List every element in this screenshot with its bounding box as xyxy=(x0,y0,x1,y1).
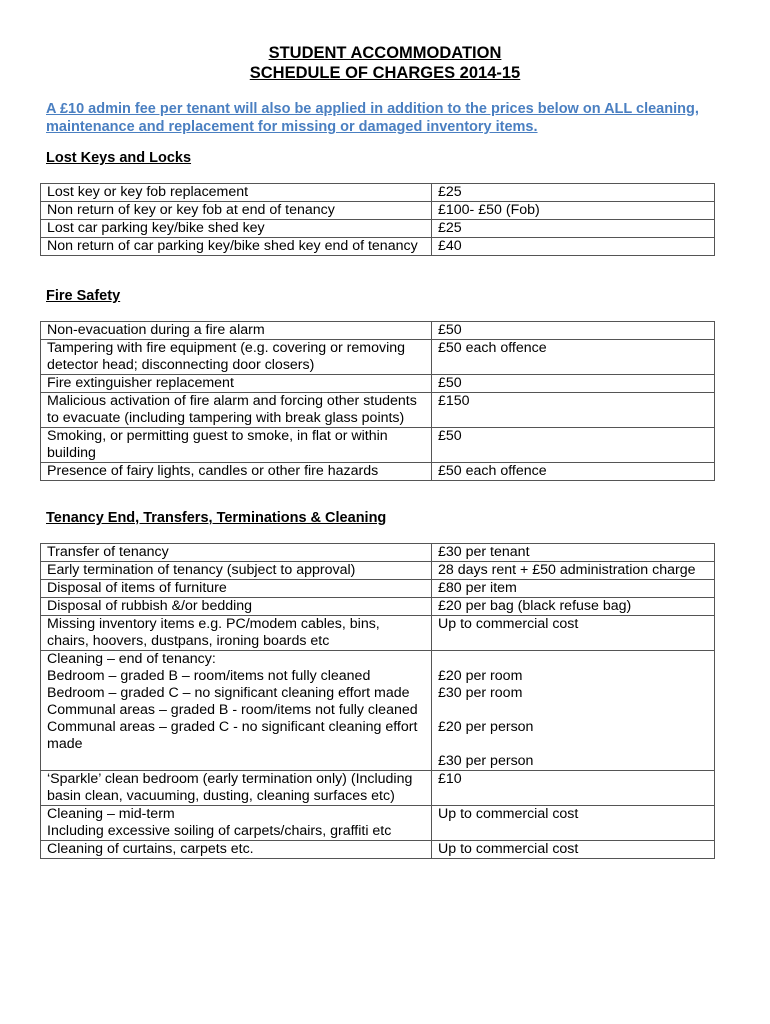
table-row xyxy=(41,806,715,841)
charge-item-line: Bedroom – graded B – room/items not fully cleaned xyxy=(47,668,371,684)
charge-item-line: Cleaning – mid-term xyxy=(47,806,175,822)
admin-fee-notice: A £10 admin fee per tenant will also be applied in addition to the prices below on ALL cleaning, maintenance and replacement for missing or damaged inventory items. xyxy=(46,101,699,135)
charge-item: Disposal of rubbish &/or bedding xyxy=(41,598,432,616)
tenancy-end-table xyxy=(40,543,715,859)
document-subtitle: SCHEDULE OF CHARGES 2014-15 xyxy=(249,64,521,82)
charge-item: Cleaning of curtains, carpets etc. xyxy=(41,841,432,859)
charge-item-group xyxy=(41,806,432,841)
charge-amount: £25 xyxy=(432,184,715,202)
charge-item: Disposal of items of furniture xyxy=(41,580,432,598)
charge-amount: £10 xyxy=(432,771,715,806)
charge-amount-line: Up to commercial cost xyxy=(438,806,579,822)
charge-amount-group xyxy=(432,651,715,771)
charge-item-line: Cleaning – end of tenancy: xyxy=(47,651,216,667)
table-row xyxy=(41,562,715,580)
table-row xyxy=(41,340,715,375)
charge-item-group xyxy=(41,651,432,771)
table-row xyxy=(41,544,715,562)
charge-amount: £100- £50 (Fob) xyxy=(432,202,715,220)
table-row xyxy=(41,375,715,393)
charge-amount: £150 xyxy=(432,393,715,428)
charge-item: Non return of car parking key/bike shed key end of tenancy xyxy=(41,238,432,256)
table-row xyxy=(41,220,715,238)
charge-amount-line: £30 per person xyxy=(438,753,534,769)
charge-item: Lost car parking key/bike shed key xyxy=(41,220,432,238)
charge-item-line: Communal areas – graded B - room/items not fully cleaned xyxy=(47,702,418,718)
charge-amount: £50 each offence xyxy=(432,463,715,481)
charge-item: Early termination of tenancy (subject to approval) xyxy=(41,562,432,580)
section-heading-lost-keys: Lost Keys and Locks xyxy=(46,150,192,166)
table-row xyxy=(41,463,715,481)
charge-amount: 28 days rent + £50 administration charge xyxy=(432,562,715,580)
charge-item: Missing inventory items e.g. PC/modem cables, bins, chairs, hoovers, dustpans, ironing boards etc xyxy=(41,616,432,651)
charge-amount: Up to commercial cost xyxy=(432,841,715,859)
charge-amount: £40 xyxy=(432,238,715,256)
table-row xyxy=(41,202,715,220)
charge-amount: £30 per tenant xyxy=(432,544,715,562)
charge-item: Malicious activation of fire alarm and forcing other students to evacuate (including tampering with break glass points) xyxy=(41,393,432,428)
table-row xyxy=(41,616,715,651)
charge-amount: £50 each offence xyxy=(432,340,715,375)
document-title: STUDENT ACCOMMODATION xyxy=(268,44,502,62)
charge-amount-line: £20 per person xyxy=(438,719,534,735)
charge-amount: £50 xyxy=(432,428,715,463)
charge-amount-line: £30 per room xyxy=(438,685,523,701)
table-row xyxy=(41,651,715,771)
charge-item: Smoking, or permitting guest to smoke, in flat or within building xyxy=(41,428,432,463)
section-heading-tenancy-end: Tenancy End, Transfers, Terminations & Cleaning xyxy=(46,510,387,526)
table-row xyxy=(41,598,715,616)
table-row xyxy=(41,771,715,806)
charge-amount: £25 xyxy=(432,220,715,238)
charge-item: Non return of key or key fob at end of tenancy xyxy=(41,202,432,220)
charge-item-line: Including excessive soiling of carpets/chairs, graffiti etc xyxy=(47,823,392,839)
table-row xyxy=(41,841,715,859)
charge-item: ‘Sparkle’ clean bedroom (early termination only) (Including basin clean, vacuuming, dusting, cleaning surfaces etc) xyxy=(41,771,432,806)
charge-amount: £20 per bag (black refuse bag) xyxy=(432,598,715,616)
charge-amount-group xyxy=(432,806,715,841)
table-row xyxy=(41,184,715,202)
charge-item: Non-evacuation during a fire alarm xyxy=(41,322,432,340)
charge-amount: £80 per item xyxy=(432,580,715,598)
charge-item: Tampering with fire equipment (e.g. covering or removing detector head; disconnecting door closers) xyxy=(41,340,432,375)
charge-amount-line: £20 per room xyxy=(438,668,523,684)
charge-amount-line xyxy=(438,651,708,668)
charge-item: Presence of fairy lights, candles or other fire hazards xyxy=(41,463,432,481)
table-row xyxy=(41,393,715,428)
section-heading-fire-safety: Fire Safety xyxy=(46,288,121,304)
charge-amount: Up to commercial cost xyxy=(432,616,715,651)
charge-item: Transfer of tenancy xyxy=(41,544,432,562)
table-row xyxy=(41,428,715,463)
charge-item-line: Bedroom – graded C – no significant cleaning effort made xyxy=(47,685,410,701)
charge-amount: £50 xyxy=(432,322,715,340)
table-row xyxy=(41,580,715,598)
fire-safety-table xyxy=(40,321,715,481)
charge-item: Lost key or key fob replacement xyxy=(41,184,432,202)
table-row xyxy=(41,322,715,340)
charge-item-line: Communal areas – graded C - no significant cleaning effort made xyxy=(47,719,418,752)
charge-amount: £50 xyxy=(432,375,715,393)
charge-item: Fire extinguisher replacement xyxy=(41,375,432,393)
lost-keys-table xyxy=(40,183,715,256)
table-row xyxy=(41,238,715,256)
